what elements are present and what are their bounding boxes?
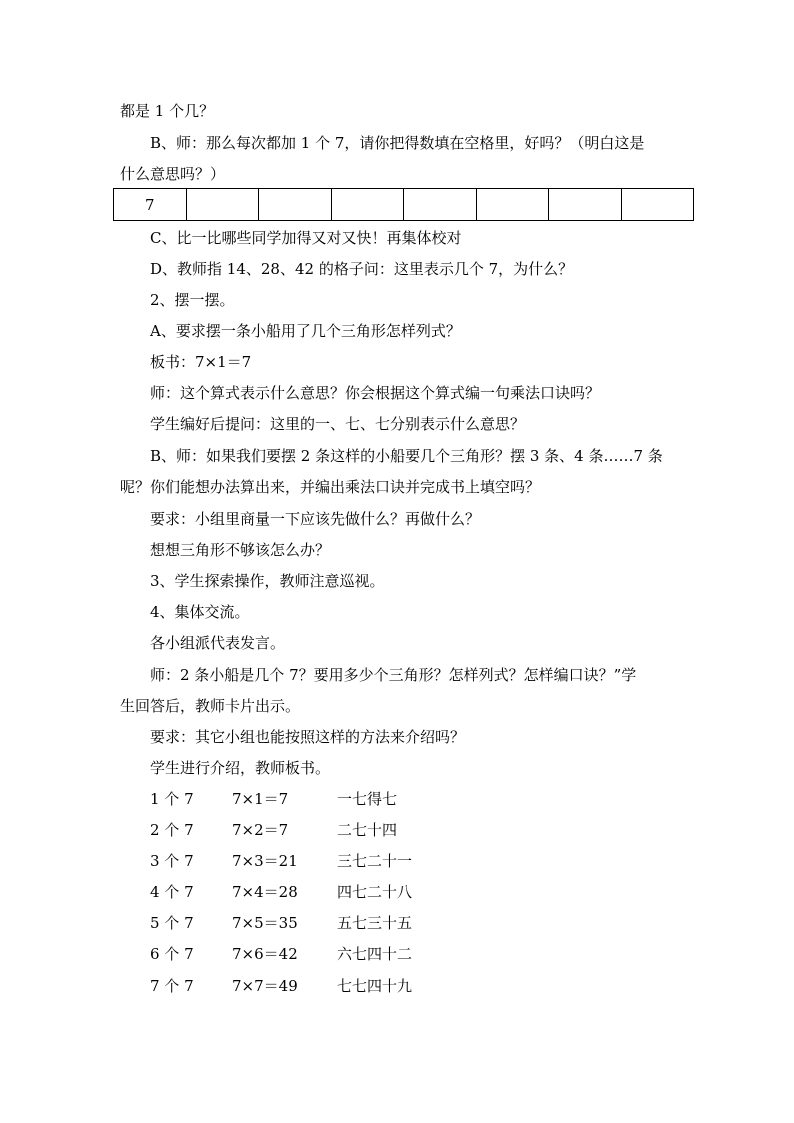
text-line: 都是 1 个几？ (120, 102, 215, 120)
text-line: D、教师指 14、28、42 的格子问：这里表示几个 7，为什么？ (150, 260, 574, 278)
row-count: 3 个 7 (150, 852, 194, 870)
text-line: 生回答后，教师卡片出示。 (120, 697, 301, 715)
row-count: 7 个 7 (150, 977, 194, 995)
text-line: C、比一比哪些同学加得又对又快！再集体校对 (150, 229, 462, 247)
grid-cell (549, 189, 622, 221)
row-formula: 7×2＝7 (232, 821, 289, 839)
row-count: 5 个 7 (150, 914, 194, 932)
row-rhyme: 三七二十一 (337, 852, 413, 870)
text-line: 3、学生探索操作，教师注意巡视。 (150, 572, 385, 590)
row-count: 2 个 7 (150, 821, 194, 839)
row-rhyme: 七七四十九 (337, 977, 413, 995)
row-count: 6 个 7 (150, 945, 194, 963)
text-line: 学生进行介绍，教师板书。 (150, 759, 331, 777)
row-rhyme: 五七三十五 (337, 914, 413, 932)
text-line: 想想三角形不够该怎么办？ (150, 541, 331, 559)
text-line: 各小组派代表发言。 (150, 634, 286, 652)
text-line: 什么意思吗？） (120, 165, 226, 183)
grid-cell (476, 189, 549, 221)
text-line: 板书：7×1＝7 (150, 353, 252, 371)
text-line: 要求：其它小组也能按照这样的方法来介绍吗？ (150, 728, 466, 746)
text-line: 学生编好后提问：这里的一、七、七分别表示什么意思？ (150, 415, 526, 433)
row-rhyme: 六七四十二 (337, 945, 413, 963)
row-formula: 7×1＝7 (232, 790, 289, 808)
text-line: 2、摆一摆。 (150, 291, 235, 309)
row-formula: 7×7＝49 (232, 977, 298, 995)
text-line: 4、集体交流。 (150, 603, 250, 621)
row-rhyme: 二七十四 (337, 821, 398, 839)
grid-cell (186, 189, 259, 221)
text-line: 师：2 条小船是几个 7？要用多少个三角形？怎样列式？怎样编口诀？”学 (150, 666, 637, 684)
row-count: 1 个 7 (150, 790, 194, 808)
text-line: 要求：小组里商量一下应该先做什么？再做什么？ (150, 510, 481, 528)
row-formula: 7×4＝28 (232, 883, 298, 901)
row-formula: 7×5＝35 (232, 914, 298, 932)
row-count: 4 个 7 (150, 883, 194, 901)
grid-cell (259, 189, 332, 221)
grid-cell (621, 189, 694, 221)
text-line: A、要求摆一条小船用了几个三角形怎样列式？ (150, 322, 461, 340)
row-formula: 7×3＝21 (232, 852, 298, 870)
fill-in-grid (113, 188, 694, 221)
text-line: 呢？你们能想办法算出来，并编出乘法口诀并完成书上填空吗？ (120, 478, 541, 496)
grid-cell (404, 189, 477, 221)
row-rhyme: 四七二十八 (337, 883, 413, 901)
text-line: 师：这个算式表示什么意思？你会根据这个算式编一句乘法口诀吗？ (150, 384, 601, 402)
text-line: B、师：那么每次都加 1 个 7，请你把得数填在空格里，好吗？（明白这是 (150, 134, 645, 152)
row-formula: 7×6＝42 (232, 945, 298, 963)
grid-cell: 7 (114, 189, 187, 221)
row-rhyme: 一七得七 (337, 790, 398, 808)
grid-cell (331, 189, 404, 221)
text-line: B、师：如果我们要摆 2 条这样的小船要几个三角形？摆 3 条、4 条……7 条 (150, 447, 663, 465)
